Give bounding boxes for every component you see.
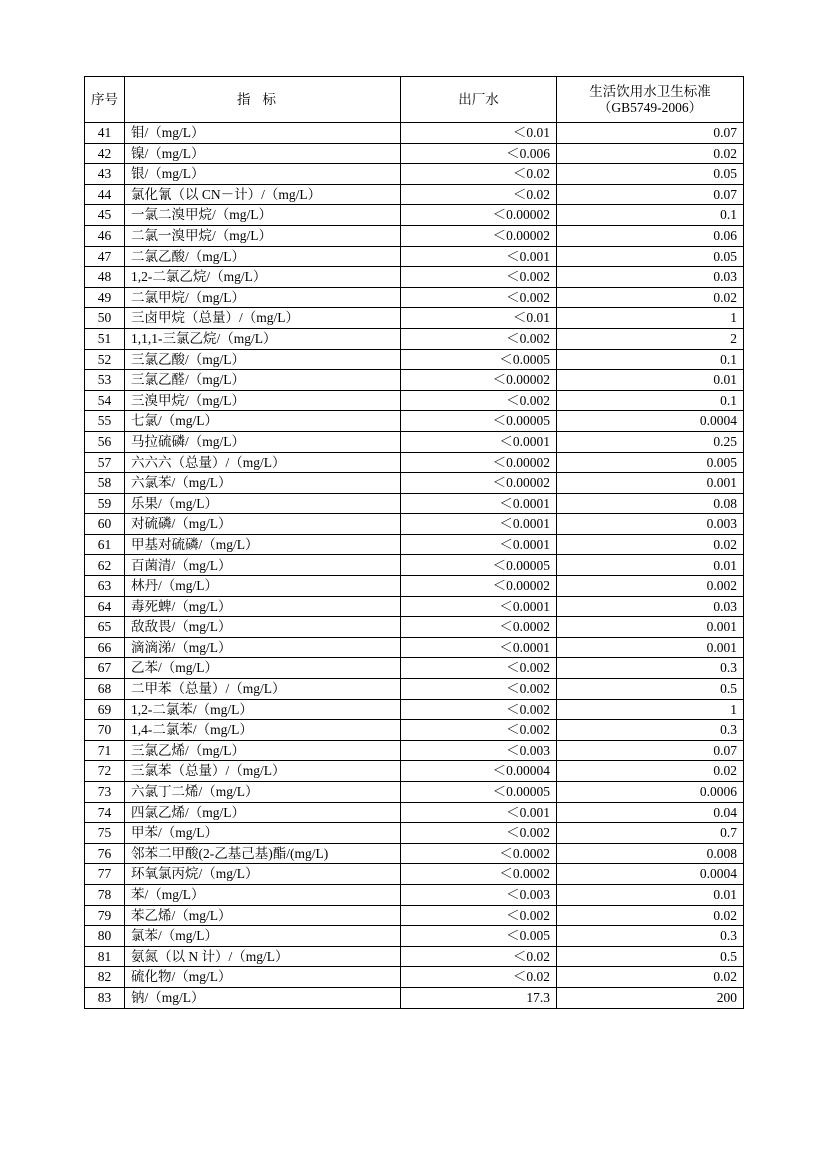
cell-no: 59	[85, 493, 125, 514]
cell-item: 六氯苯/（mg/L）	[125, 473, 401, 494]
cell-outgoing: ＜0.003	[401, 884, 557, 905]
table-body	[85, 123, 744, 1009]
cell-standard: 0.01	[557, 555, 744, 576]
cell-standard: 0.02	[557, 287, 744, 308]
cell-standard: 0.01	[557, 370, 744, 391]
cell-outgoing: ＜0.00002	[401, 225, 557, 246]
table-row	[85, 576, 744, 597]
cell-outgoing: ＜0.0001	[401, 514, 557, 535]
cell-outgoing: 17.3	[401, 987, 557, 1008]
table-row	[85, 946, 744, 967]
table-row	[85, 864, 744, 885]
cell-standard: 1	[557, 308, 744, 329]
cell-standard: 0.3	[557, 720, 744, 741]
table-row	[85, 205, 744, 226]
cell-item: 硫化物/（mg/L）	[125, 967, 401, 988]
cell-standard: 0.5	[557, 679, 744, 700]
cell-outgoing: ＜0.00002	[401, 370, 557, 391]
cell-no: 70	[85, 720, 125, 741]
cell-outgoing: ＜0.02	[401, 967, 557, 988]
cell-item: 三卤甲烷（总量）/（mg/L）	[125, 308, 401, 329]
cell-no: 45	[85, 205, 125, 226]
table-row	[85, 349, 744, 370]
cell-item: 钠/（mg/L）	[125, 987, 401, 1008]
cell-outgoing: ＜0.002	[401, 390, 557, 411]
table-row	[85, 884, 744, 905]
table-row	[85, 123, 744, 144]
cell-outgoing: ＜0.002	[401, 267, 557, 288]
table-row	[85, 164, 744, 185]
cell-no: 74	[85, 802, 125, 823]
cell-standard: 0.07	[557, 740, 744, 761]
cell-item: 镍/（mg/L）	[125, 143, 401, 164]
cell-standard: 0.7	[557, 823, 744, 844]
cell-standard: 0.05	[557, 246, 744, 267]
cell-outgoing: ＜0.001	[401, 246, 557, 267]
cell-no: 75	[85, 823, 125, 844]
cell-standard: 0.002	[557, 576, 744, 597]
cell-outgoing: ＜0.001	[401, 802, 557, 823]
cell-item: 环氧氯丙烷/（mg/L）	[125, 864, 401, 885]
cell-no: 68	[85, 679, 125, 700]
cell-item: 对硫磷/（mg/L）	[125, 514, 401, 535]
cell-item: 敌敌畏/（mg/L）	[125, 617, 401, 638]
cell-no: 50	[85, 308, 125, 329]
cell-standard: 0.02	[557, 905, 744, 926]
water-quality-table	[84, 76, 744, 1009]
cell-standard: 1	[557, 699, 744, 720]
cell-item: 苯/（mg/L）	[125, 884, 401, 905]
cell-item: 林丹/（mg/L）	[125, 576, 401, 597]
cell-no: 71	[85, 740, 125, 761]
cell-item: 氯苯/（mg/L）	[125, 926, 401, 947]
cell-item: 二氯甲烷/（mg/L）	[125, 287, 401, 308]
cell-no: 76	[85, 843, 125, 864]
cell-standard: 0.03	[557, 596, 744, 617]
cell-outgoing: ＜0.002	[401, 328, 557, 349]
cell-item: 二氯乙酸/（mg/L）	[125, 246, 401, 267]
cell-standard: 0.001	[557, 637, 744, 658]
cell-outgoing: ＜0.002	[401, 720, 557, 741]
cell-no: 80	[85, 926, 125, 947]
cell-standard: 0.003	[557, 514, 744, 535]
cell-standard: 0.008	[557, 843, 744, 864]
table-row	[85, 473, 744, 494]
cell-standard: 0.01	[557, 884, 744, 905]
cell-no: 46	[85, 225, 125, 246]
table-row	[85, 143, 744, 164]
table-row	[85, 637, 744, 658]
table-row	[85, 617, 744, 638]
cell-standard: 0.3	[557, 926, 744, 947]
cell-item: 钼/（mg/L）	[125, 123, 401, 144]
table-row	[85, 184, 744, 205]
cell-item: 二甲苯（总量）/（mg/L）	[125, 679, 401, 700]
cell-item: 1,2-二氯苯/（mg/L）	[125, 699, 401, 720]
cell-no: 55	[85, 411, 125, 432]
cell-item: 毒死蜱/（mg/L）	[125, 596, 401, 617]
cell-no: 53	[85, 370, 125, 391]
cell-outgoing: ＜0.0002	[401, 843, 557, 864]
cell-item: 百菌清/（mg/L）	[125, 555, 401, 576]
cell-standard: 0.1	[557, 390, 744, 411]
cell-no: 58	[85, 473, 125, 494]
cell-standard: 0.5	[557, 946, 744, 967]
cell-standard: 0.0004	[557, 411, 744, 432]
table-row	[85, 267, 744, 288]
cell-no: 77	[85, 864, 125, 885]
cell-item: 1,4-二氯苯/（mg/L）	[125, 720, 401, 741]
cell-standard: 0.06	[557, 225, 744, 246]
cell-item: 甲苯/（mg/L）	[125, 823, 401, 844]
cell-standard: 0.02	[557, 143, 744, 164]
table-row	[85, 699, 744, 720]
cell-standard: 0.1	[557, 349, 744, 370]
cell-outgoing: ＜0.005	[401, 926, 557, 947]
cell-outgoing: ＜0.02	[401, 164, 557, 185]
cell-standard: 0.07	[557, 123, 744, 144]
cell-outgoing: ＜0.0001	[401, 493, 557, 514]
cell-item: 三氯乙醛/（mg/L）	[125, 370, 401, 391]
cell-standard: 0.005	[557, 452, 744, 473]
table-row	[85, 555, 744, 576]
cell-standard: 0.07	[557, 184, 744, 205]
cell-no: 61	[85, 534, 125, 555]
table-row	[85, 514, 744, 535]
cell-standard: 0.3	[557, 658, 744, 679]
cell-outgoing: ＜0.002	[401, 679, 557, 700]
column-header-item: 指标	[125, 77, 401, 123]
cell-outgoing: ＜0.00005	[401, 555, 557, 576]
cell-no: 41	[85, 123, 125, 144]
cell-item: 1,2-二氯乙烷/（mg/L）	[125, 267, 401, 288]
cell-outgoing: ＜0.02	[401, 184, 557, 205]
standard-title-line1: 生活饮用水卫生标准	[589, 83, 711, 99]
cell-outgoing: ＜0.00002	[401, 576, 557, 597]
cell-no: 66	[85, 637, 125, 658]
cell-outgoing: ＜0.00004	[401, 761, 557, 782]
cell-no: 47	[85, 246, 125, 267]
cell-item: 乐果/（mg/L）	[125, 493, 401, 514]
cell-outgoing: ＜0.02	[401, 946, 557, 967]
cell-outgoing: ＜0.0002	[401, 864, 557, 885]
cell-no: 65	[85, 617, 125, 638]
cell-no: 56	[85, 431, 125, 452]
table-row	[85, 493, 744, 514]
cell-no: 57	[85, 452, 125, 473]
cell-item: 滴滴涕/（mg/L）	[125, 637, 401, 658]
table-row	[85, 431, 744, 452]
cell-outgoing: ＜0.0001	[401, 596, 557, 617]
cell-item: 甲基对硫磷/（mg/L）	[125, 534, 401, 555]
table-row	[85, 782, 744, 803]
cell-outgoing: ＜0.00002	[401, 205, 557, 226]
table-row	[85, 761, 744, 782]
cell-outgoing: ＜0.0005	[401, 349, 557, 370]
cell-no: 44	[85, 184, 125, 205]
cell-item: 一氯二溴甲烷/（mg/L）	[125, 205, 401, 226]
cell-no: 82	[85, 967, 125, 988]
cell-no: 60	[85, 514, 125, 535]
cell-no: 43	[85, 164, 125, 185]
cell-outgoing: ＜0.01	[401, 123, 557, 144]
table-row	[85, 246, 744, 267]
cell-outgoing: ＜0.002	[401, 658, 557, 679]
table-row	[85, 596, 744, 617]
table-row	[85, 658, 744, 679]
cell-standard: 0.001	[557, 473, 744, 494]
table-row	[85, 823, 744, 844]
cell-standard: 200	[557, 987, 744, 1008]
table-row	[85, 370, 744, 391]
cell-outgoing: ＜0.003	[401, 740, 557, 761]
cell-standard: 0.03	[557, 267, 744, 288]
cell-no: 62	[85, 555, 125, 576]
cell-item: 二氯一溴甲烷/（mg/L）	[125, 225, 401, 246]
cell-outgoing: ＜0.0002	[401, 617, 557, 638]
column-header-no: 序号	[85, 77, 125, 123]
cell-no: 67	[85, 658, 125, 679]
cell-no: 72	[85, 761, 125, 782]
cell-no: 73	[85, 782, 125, 803]
cell-outgoing: ＜0.01	[401, 308, 557, 329]
table-row	[85, 390, 744, 411]
cell-no: 79	[85, 905, 125, 926]
column-header-outgoing: 出厂水	[401, 77, 557, 123]
cell-outgoing: ＜0.002	[401, 823, 557, 844]
table-row	[85, 328, 744, 349]
table-row	[85, 967, 744, 988]
table-row	[85, 740, 744, 761]
cell-item: 三氯乙烯/（mg/L）	[125, 740, 401, 761]
cell-item: 银/（mg/L）	[125, 164, 401, 185]
table-row	[85, 225, 744, 246]
table-row	[85, 679, 744, 700]
table-row	[85, 905, 744, 926]
cell-standard: 0.0006	[557, 782, 744, 803]
cell-no: 78	[85, 884, 125, 905]
cell-standard: 0.08	[557, 493, 744, 514]
cell-item: 乙苯/（mg/L）	[125, 658, 401, 679]
cell-item: 四氯乙烯/（mg/L）	[125, 802, 401, 823]
column-header-standard	[557, 77, 744, 123]
cell-no: 42	[85, 143, 125, 164]
cell-no: 83	[85, 987, 125, 1008]
table-row	[85, 926, 744, 947]
cell-item: 七氯/（mg/L）	[125, 411, 401, 432]
table-row	[85, 308, 744, 329]
table-header-row	[85, 77, 744, 123]
cell-standard: 0.001	[557, 617, 744, 638]
cell-no: 64	[85, 596, 125, 617]
cell-outgoing: ＜0.00005	[401, 411, 557, 432]
table-header	[85, 77, 744, 123]
cell-item: 1,1,1-三氯乙烷/（mg/L）	[125, 328, 401, 349]
cell-standard: 0.25	[557, 431, 744, 452]
cell-standard: 2	[557, 328, 744, 349]
cell-outgoing: ＜0.00005	[401, 782, 557, 803]
cell-item: 邻苯二甲酸(2-乙基己基)酯/(mg/L)	[125, 843, 401, 864]
cell-outgoing: ＜0.002	[401, 287, 557, 308]
cell-outgoing: ＜0.002	[401, 699, 557, 720]
cell-outgoing: ＜0.00002	[401, 452, 557, 473]
standard-title-line2: （GB5749-2006）	[597, 99, 703, 115]
table-row	[85, 843, 744, 864]
cell-item: 氯化氰（以 CN－计）/（mg/L）	[125, 184, 401, 205]
cell-outgoing: ＜0.00002	[401, 473, 557, 494]
table-row	[85, 802, 744, 823]
cell-no: 63	[85, 576, 125, 597]
cell-no: 69	[85, 699, 125, 720]
cell-no: 48	[85, 267, 125, 288]
cell-item: 马拉硫磷/（mg/L）	[125, 431, 401, 452]
cell-item: 三氯苯（总量）/（mg/L）	[125, 761, 401, 782]
cell-no: 51	[85, 328, 125, 349]
cell-outgoing: ＜0.006	[401, 143, 557, 164]
cell-no: 49	[85, 287, 125, 308]
cell-item: 三溴甲烷/（mg/L）	[125, 390, 401, 411]
table-row	[85, 287, 744, 308]
cell-no: 81	[85, 946, 125, 967]
table-row	[85, 720, 744, 741]
table-row	[85, 452, 744, 473]
cell-item: 六氯丁二烯/（mg/L）	[125, 782, 401, 803]
cell-standard: 0.02	[557, 967, 744, 988]
cell-item: 氨氮（以 N 计）/（mg/L）	[125, 946, 401, 967]
cell-standard: 0.0004	[557, 864, 744, 885]
cell-standard: 0.02	[557, 534, 744, 555]
cell-outgoing: ＜0.0001	[401, 637, 557, 658]
cell-outgoing: ＜0.002	[401, 905, 557, 926]
cell-item: 三氯乙酸/（mg/L）	[125, 349, 401, 370]
cell-outgoing: ＜0.0001	[401, 534, 557, 555]
cell-item: 苯乙烯/（mg/L）	[125, 905, 401, 926]
table-row	[85, 534, 744, 555]
cell-no: 54	[85, 390, 125, 411]
cell-no: 52	[85, 349, 125, 370]
cell-item: 六六六（总量）/（mg/L）	[125, 452, 401, 473]
cell-standard: 0.02	[557, 761, 744, 782]
cell-outgoing: ＜0.0001	[401, 431, 557, 452]
table-row	[85, 411, 744, 432]
cell-standard: 0.1	[557, 205, 744, 226]
table-row	[85, 987, 744, 1008]
cell-standard: 0.05	[557, 164, 744, 185]
cell-standard: 0.04	[557, 802, 744, 823]
